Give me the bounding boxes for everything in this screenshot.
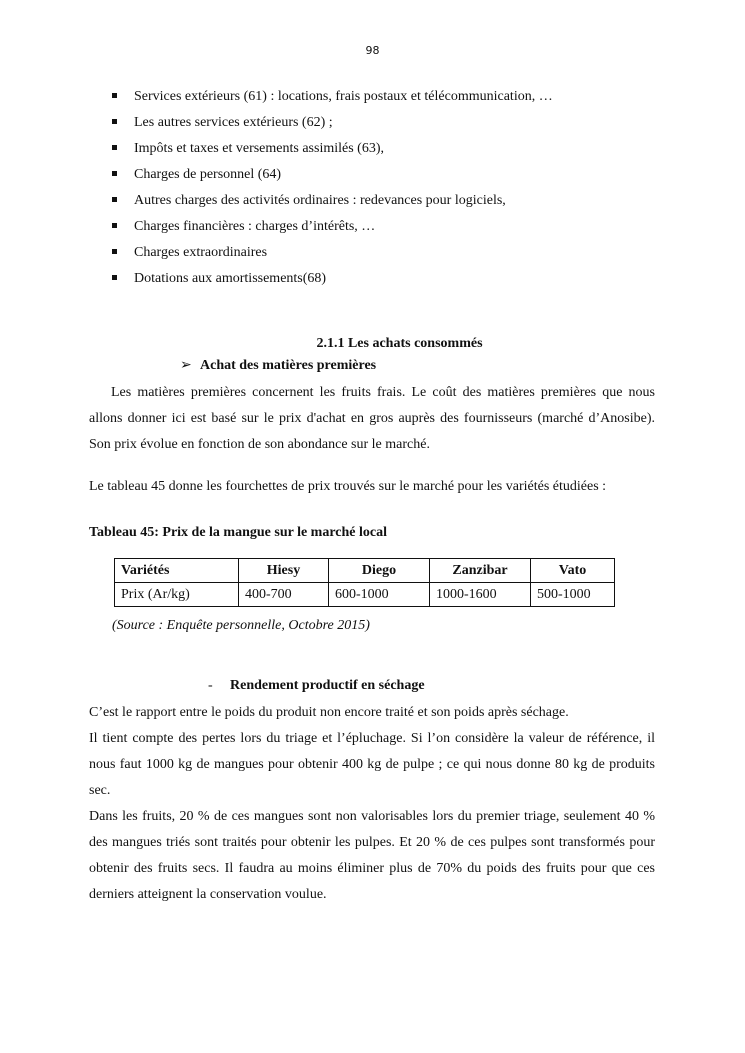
list-item-text: Impôts et taxes et versements assimilés (63),: [134, 141, 384, 156]
square-bullet-icon: [112, 223, 117, 228]
list-item-text: Charges financières : charges d’intérêts, …: [134, 219, 376, 234]
table-cell: 500-1000: [531, 583, 615, 607]
section-heading: 2.1.1 Les achats consommés: [316, 336, 483, 351]
list-item: [112, 112, 553, 138]
table-header-cell: Diego: [329, 559, 430, 583]
table-cell: 600-1000: [329, 583, 430, 607]
table-header-cell: Hiesy: [239, 559, 329, 583]
table-source: (Source : Enquête personnelle, Octobre 2015): [112, 618, 370, 633]
list-item: [112, 242, 553, 268]
table-cell: Prix (Ar/kg): [115, 583, 239, 607]
list-item: [112, 268, 553, 294]
table-header-row: [115, 559, 615, 583]
arrow-bullet-icon: ➢: [180, 358, 192, 373]
subsection-heading-text: Achat des matières premières: [200, 358, 377, 373]
paragraph-rendement-losses: Il tient compte des pertes lors du triage et l’épluchage. Si l’on considère la valeur de référence, il nous faut 1000 kg de mangues pour obtenir 400 kg de pulpe ; ce qui nous donne 80 kg de produits sec.: [89, 731, 655, 798]
paragraph-rendement-fruits: Dans les fruits, 20 % de ces mangues sont non valorisables lors du premier triage, seulement 40 % des mangues triés sont traités pour obtenir les pulpes. Et 20 % de ces pulpes sont transformés pour obtenir des fruits secs. Il faudra au moins éliminer plus de 70% du poids des fruits pour que ces derniers atteignent la conservation voulue.: [89, 809, 655, 902]
table-row: [115, 583, 615, 607]
list-item: [112, 164, 553, 190]
square-bullet-icon: [112, 171, 117, 176]
square-bullet-icon: [112, 249, 117, 254]
dash-bullet: -: [208, 678, 213, 693]
square-bullet-icon: [112, 197, 117, 202]
list-item: [112, 190, 553, 216]
rendement-heading: [208, 678, 425, 694]
list-item: [112, 86, 553, 112]
table-header-cell: Variétés: [115, 559, 239, 583]
table-header-cell: Zanzibar: [430, 559, 531, 583]
square-bullet-icon: [112, 119, 117, 124]
table-cell: 1000-1600: [430, 583, 531, 607]
paragraph-rendement-definition: C’est le rapport entre le poids du produit non encore traité et son poids après séchage.: [89, 705, 569, 720]
rendement-heading-text: Rendement productif en séchage: [230, 678, 425, 693]
page-number: 98: [365, 44, 380, 57]
list-item: [112, 216, 553, 242]
price-table: [114, 558, 615, 607]
paragraph-raw-materials: Les matières premières concernent les fruits frais. Le coût des matières premières que nous allons donner ici est basé sur le prix d'achat en gros auprès des fournisseurs (marché d’Anosibe). Son prix évolue en fonction de son abondance sur le marché.: [89, 385, 655, 452]
list-item: [112, 138, 553, 164]
table-caption: Tableau 45: Prix de la mangue sur le marché local: [89, 525, 388, 540]
list-item-text: Autres charges des activités ordinaires : redevances pour logiciels,: [134, 193, 506, 208]
list-item-text: Les autres services extérieurs (62) ;: [134, 115, 333, 130]
square-bullet-icon: [112, 145, 117, 150]
square-bullet-icon: [112, 93, 117, 98]
list-item-text: Charges de personnel (64): [134, 167, 282, 182]
paragraph-table-intro: Le tableau 45 donne les fourchettes de prix trouvés sur le marché pour les variétés étudiées :: [89, 479, 607, 494]
table-cell: 400-700: [239, 583, 329, 607]
subsection-heading: [180, 357, 376, 374]
list-item-text: Dotations aux amortissements(68): [134, 271, 327, 286]
square-bullet-icon: [112, 275, 117, 280]
list-item-text: Services extérieurs (61) : locations, frais postaux et télécommunication, …: [134, 89, 553, 104]
charges-bullet-list: [112, 86, 553, 294]
table-header-cell: Vato: [531, 559, 615, 583]
list-item-text: Charges extraordinaires: [134, 245, 268, 260]
